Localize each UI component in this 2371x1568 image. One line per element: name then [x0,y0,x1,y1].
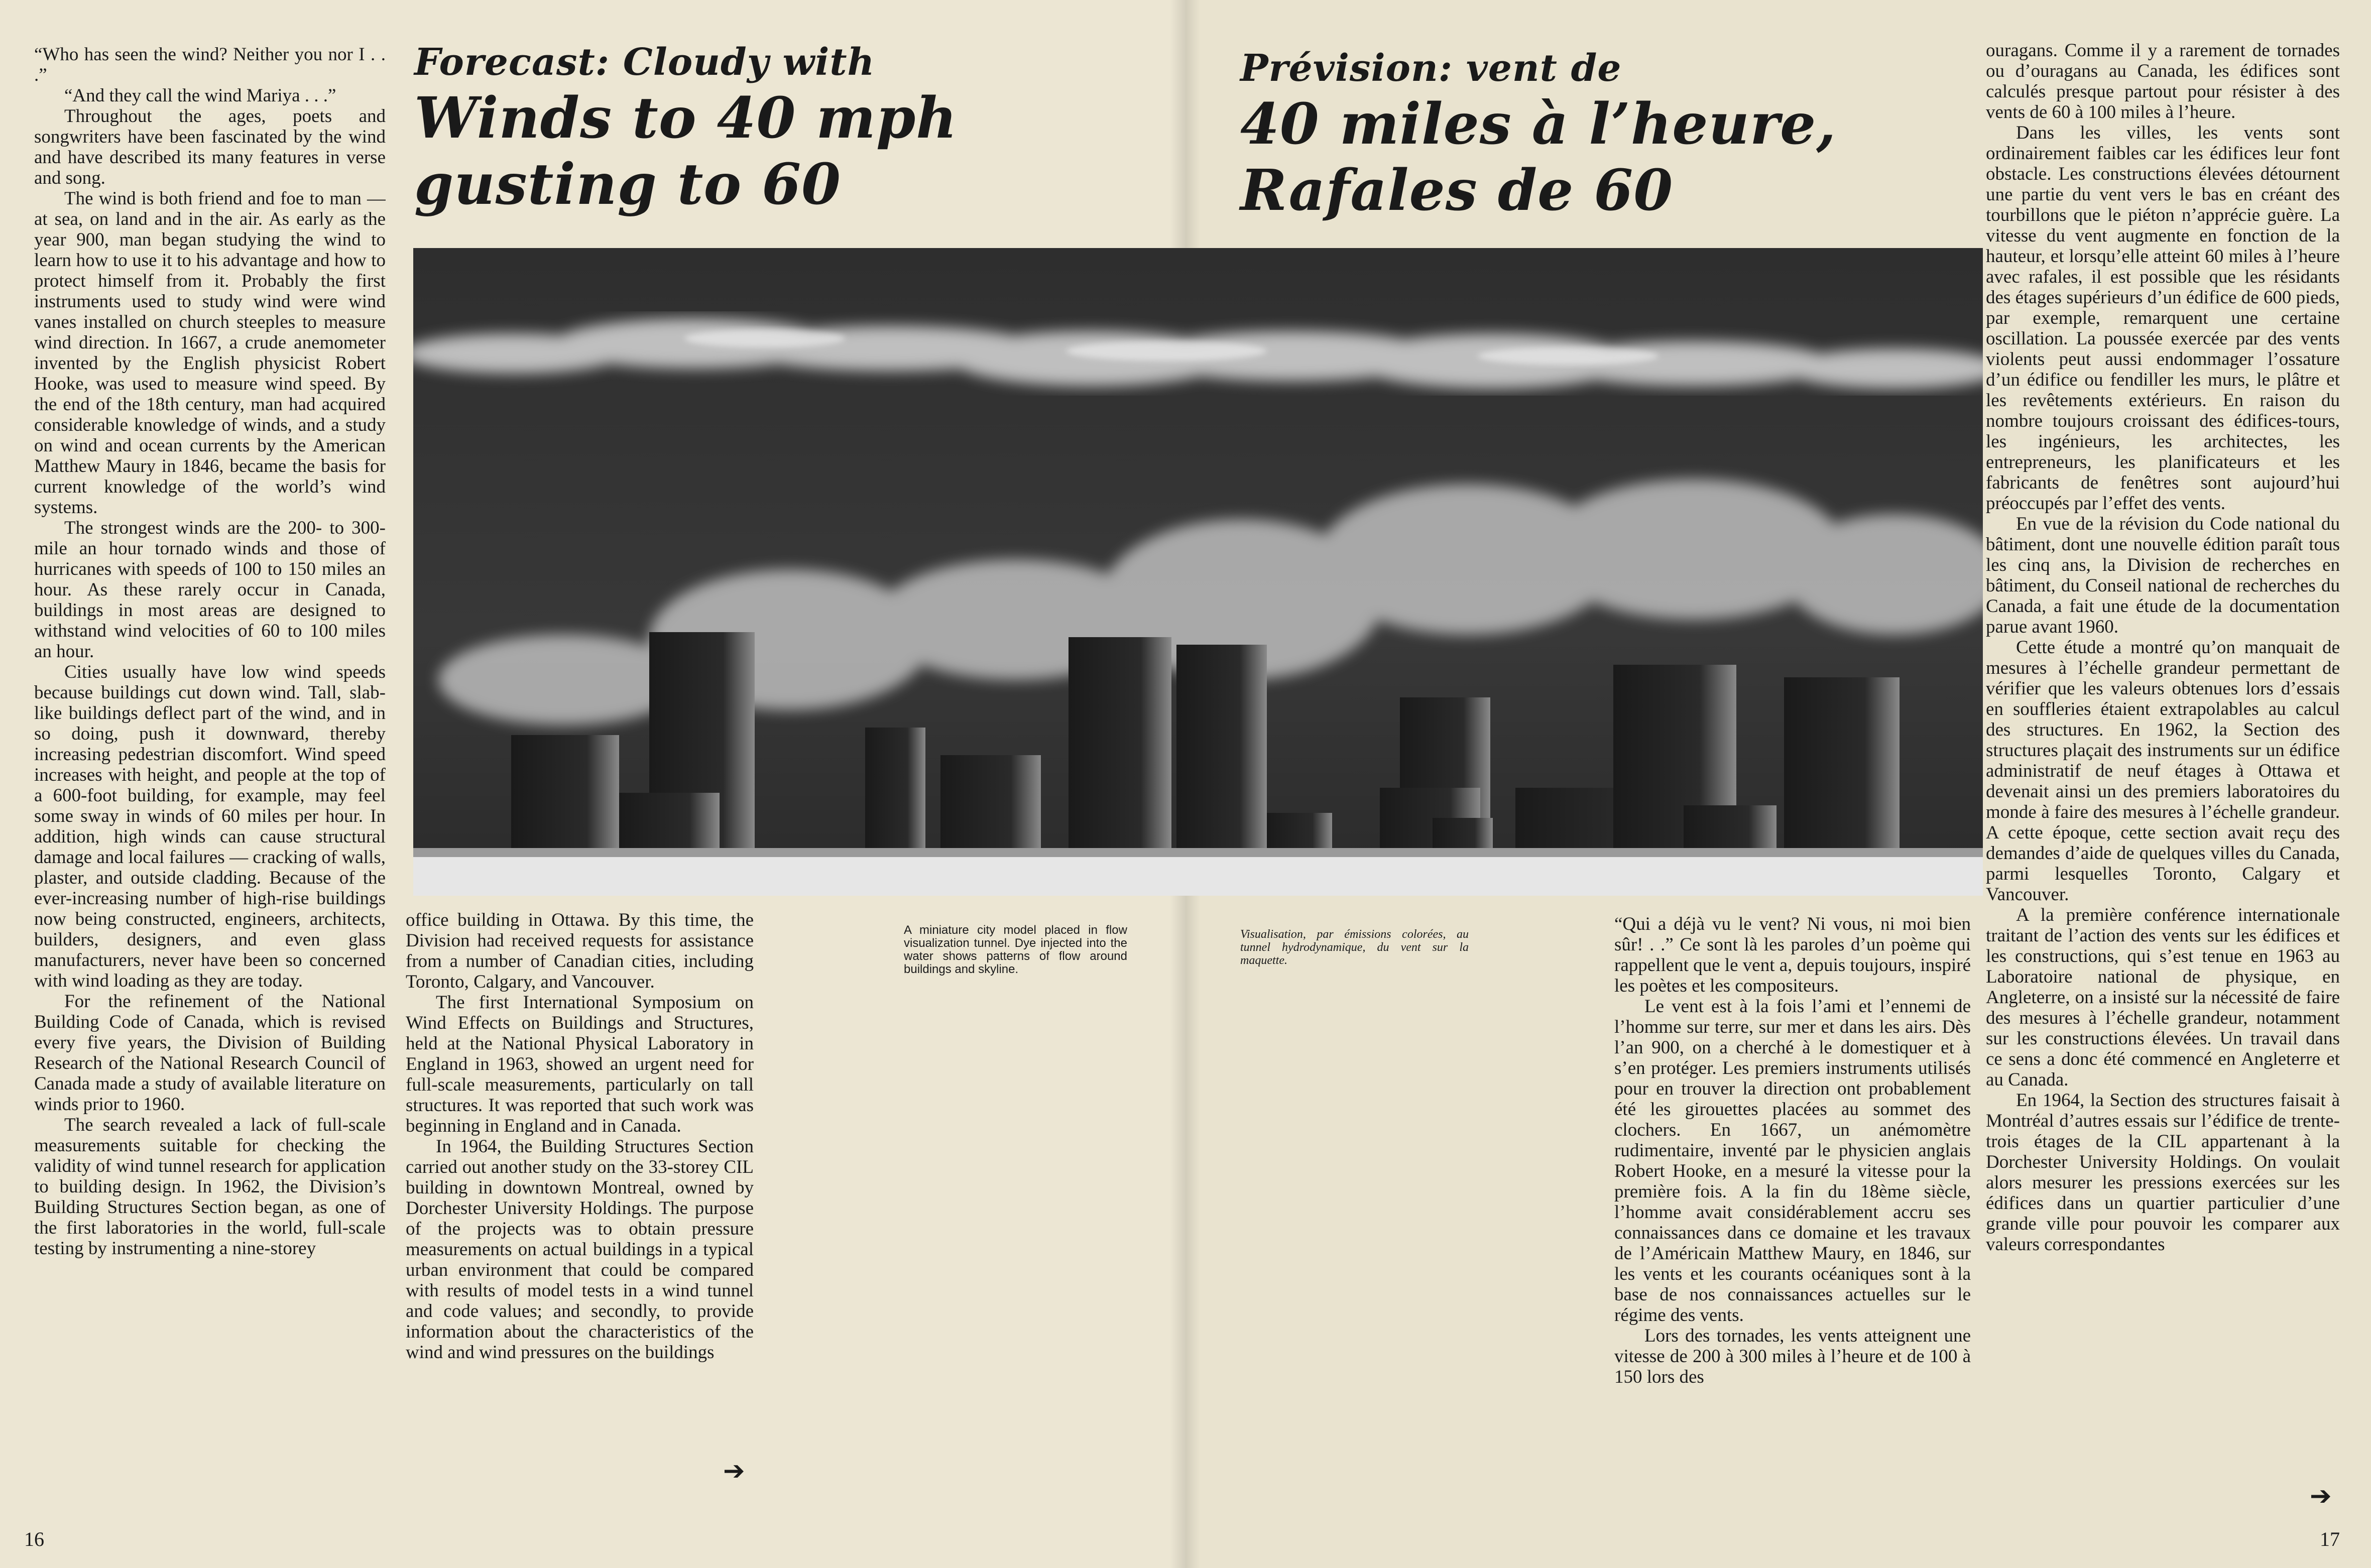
right-headline-line2: Rafales de 60 [1240,158,1674,223]
paragraph: “Qui a déjà vu le vent? Ni vous, ni moi bien sûr! . .” Ce sont là les paroles d’un poème qui rappellent que le vent a, depuis toujours, inspiré les poètes et les compositeurs. [1614,914,1971,996]
paragraph: The search revealed a lack of full-scale measurements suitable for checking the validity of wind tunnel research for application to building design. In 1962, the Division’s Building Structures Section began, as one of the first laboratories in the world, full-scale testing by instrumenting a nine-storey [34,1115,386,1259]
right-column-2 [1986,40,2340,1476]
paragraph: ouragans. Comme il y a rarement de tornades ou d’ouragans au Canada, les édifices sont calculés presque partout pour résister à des vents de 60 à 100 miles à l’heure. [1986,40,2340,123]
paragraph: “Who has seen the wind? Neither you nor I . . .” [34,44,386,85]
photo-caption-fr: Visualisation, par émissions colorées, au tunnel hydrodynamique, du vent sur la maquette. [1240,928,1469,967]
paragraph: office building in Ottawa. By this time, the Division had received requests for assistance from a number of Canadian cities, including Toronto, Calgary, and Vancouver. [406,910,754,992]
paragraph: In 1964, the Building Structures Section carried out another study on the 33-storey CIL building in downtown Montreal, owned by Dorchester University Holdings. The purpose of the projects was to obtain pressure measurements on actual buildings in a typical urban environment that could be compared with results of model tests in a wind tunnel and code values; and secondly, to provide information about the characteristics of the wind and wind pressures on the buildings [406,1136,754,1363]
left-kicker: Forecast: Cloudy with [414,41,875,84]
paragraph: Dans les villes, les vents sont ordinairement faibles car les édifices leur font obstacle. Les constructions élevées détournent une partie du vent vers le bas en créant des tourbillons que le piéton n’apprécie guère. La vitesse du vent augmente en fonction de la hauteur, et lorsqu’elle atteint 60 miles à l’heure avec rafales, il est possible que les résidants des étages supérieurs d’un édifice de 600 pieds, par exemple, remarquent une certaine oscillation. La poussée exercée par des vents violents peut aussi endommager l’ossature d’un édifice ou fendiller les murs, le plâtre et les revêtements extérieurs. En raison du nombre toujours croissant des édifices-tours, les ingénieurs, les architectes, les entrepreneurs, les planificateurs et les fabricants de fenêtres sont aujourd’hui préoccupés par l’effet des vents. [1986,123,2340,514]
wind-tunnel-photo [413,248,1983,896]
right-kicker: Prévision: vent de [1240,47,1622,90]
left-headline-line2: gusting to 60 [414,152,842,217]
paragraph: En vue de la révision du Code national du bâtiment, dont une nouvelle édition paraît tous les cinq ans, la Division de recherches en bâtiment, du Conseil national de recherches du Canada, a fait une étude de la documentation parue avant 1960. [1986,514,2340,637]
right-column-1 [1614,914,1971,1501]
left-column-2 [406,910,754,1502]
left-headline [414,39,1167,218]
continue-arrow-icon: ➔ [723,1456,745,1486]
paragraph: The first International Symposium on Wind Effects on Buildings and Structures, held at the National Physical Laboratory in England in 1963, showed an urgent need for full-scale measurements, particularly on tall structures. It was reported that such work was beginning in England and in Canada. [406,992,754,1136]
right-headline [1240,45,1993,224]
paragraph: The wind is both friend and foe to man — at sea, on land and in the air. As early as the year 900, man began studying the wind to learn how to use it to his advantage and how to protect himself from it. Probably the first instruments used to study wind were wind vanes installed on church steeples to measure wind direction. In 1667, a crude anemometer invented by the English physicist Robert Hooke, was used to measure wind speed. By the end of the 18th century, man had acquired considerable knowledge of winds, and a study on wind and ocean currents by the American Matthew Maury in 1846, became the basis for current knowledge of the world’s wind systems. [34,188,386,518]
paragraph: Lors des tornades, les vents atteignent une vitesse de 200 à 300 miles à l’heure et de 100 à 150 lors des [1614,1325,1971,1387]
paragraph: En 1964, la Section des structures faisait à Montréal d’autres essais sur l’édifice de trente-trois étages de la CIL appartenant à la Dorchester University Holdings. On voulait alors mesurer les pressions exercées sur les édifices dans un quartier particulier d’une grande ville pour pouvoir les comparer aux valeurs correspondantes [1986,1090,2340,1255]
left-headline-line1: Winds to 40 mph [414,85,958,151]
paragraph: “And they call the wind Mariya . . .” [64,85,336,106]
paragraph: Le vent est à la fois l’ami et l’ennemi de l’homme sur terre, sur mer et dans les airs. Dès l’an 900, on a cherché à le domestiquer et à s’en protéger. Les premiers instruments utilisés pour en trouver la direction ont probablement été les girouettes placées au sommet des clochers. En 1667, un anémomètre rudimentaire, inventé par le physicien anglais Robert Hooke, en a mesuré la vitesse pour la première fois. A la fin du 18ème siècle, l’homme avait considérablement accru ses connaissances dans ce domaine et les travaux de l’Américain Matthew Maury, en 1846, sur les vents et les courants océaniques sont à la base de nos connaissances actuelles sur le régime des vents. [1614,996,1971,1325]
paragraph: For the refinement of the National Building Code of Canada, which is revised every five years, the Division of Building Research of the National Research Council of Canada made a study of available literature on winds prior to 1960. [34,991,386,1115]
paragraph: A la première conférence internationale traitant de l’action des vents sur les édifices et les constructions, qui s’est tenue en 1963 au Laboratoire national de physique, en Angleterre, on a insisté sur la nécessité de faire des mesures à l’échelle grandeur, notamment sur les constructions élevées. Un travail dans ce sens a donc été commencé en Angleterre et au Canada. [1986,905,2340,1090]
continue-arrow-icon: ➔ [2310,1481,2332,1511]
left-column-1 [34,44,386,1518]
paragraph: Cette étude a montré qu’on manquait de mesures à l’échelle grandeur permettant de vérifier que les valeurs obtenues lors d’essais en souffleries étaient extrapolables au calcul des structures. En 1962, la Section des structures plaçait des instruments sur un édifice administratif de neuf étages à Ottawa et devenait ainsi un des premiers laboratoires du monde à faire des mesures à l’échelle grandeur. A cette époque, cette section avait reçu des demandes d’aide de quelques villes du Canada, parmi lesquelles Toronto, Calgary et Vancouver. [1986,637,2340,905]
page-number-right: 17 [2320,1528,2340,1550]
page-number-left: 16 [24,1528,44,1550]
paragraph: The strongest winds are the 200- to 300-mile an hour tornado winds and those of hurricanes with speeds of 100 to 150 miles an hour. As these rarely occur in Canada, buildings in most areas are designed to withstand wind velocities of 60 to 100 miles an hour. [34,518,386,662]
photo-caption-en: A miniature city model placed in flow visualization tunnel. Dye injected into the water shows patterns of flow around buildings and skyline. [904,923,1127,976]
paragraph: Cities usually have low wind speeds because buildings cut down wind. Tall, slab-like buildings deflect part of the wind, and in so doing, push it downward, thereby increasing pedestrian discomfort. Wind speed increases with height, and people at the top of a 600-foot building, for example, may feel some sway in winds of 60 miles per hour. In addition, high winds can cause structural damage and local failures — cracking of walls, plaster, and outside cladding. Because of the ever-increasing number of high-rise buildings now being constructed, engineers, architects, builders, designers, and even glass manufacturers, never have been so concerned with wind loading as they are today. [34,662,386,991]
paragraph: Throughout the ages, poets and songwriters have been fascinated by the wind and have described its many features in verse and song. [34,106,386,188]
right-headline-line1: 40 miles à l’heure, [1240,91,1837,157]
